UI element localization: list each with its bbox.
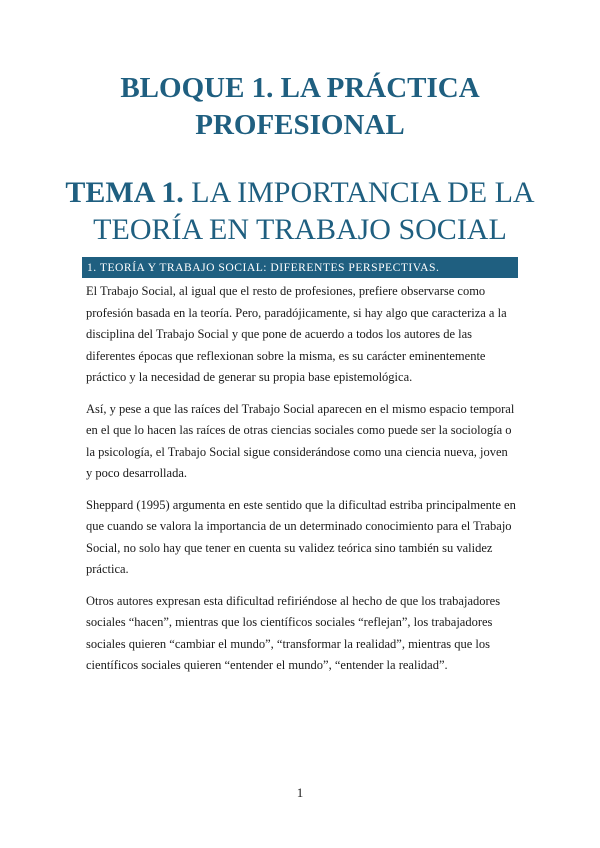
block-title — [0, 70, 600, 144]
paragraph: Así, y pese a que las raíces del Trabajo Social aparecen en el mismo espacio temporal en el que lo hacen las raíces de otras ciencias sociales como puede ser la sociología o la psicología, el Trabajo Social sigue considerándose como una ciencia nueva, joven y poco desarrollada. — [86, 401, 515, 480]
tema-title-line1 — [0, 174, 600, 211]
tema-title-line2: TEORÍA EN TRABAJO SOCIAL — [93, 213, 507, 246]
tema-title — [0, 174, 600, 248]
section-heading: 1. TEORÍA Y TRABAJO SOCIAL: DIFERENTES PERSPECTIVAS. — [82, 257, 518, 278]
tema-title-rest: LA IMPORTANCIA DE LA — [183, 176, 535, 209]
tema-label: TEMA 1. — [65, 176, 184, 209]
block-title-line1: BLOQUE 1. LA PRÁCTICA — [120, 72, 480, 104]
paragraph: El Trabajo Social, al igual que el resto de profesiones, prefiere observarse como profesión basada en la teoría. Pero, paradójicamente, si hay algo que caracteriza a la disciplina del Trabajo Social y que pone de acuerdo a todos los autores de las diferentes épocas que reflexionan sobre la misma, es su carácter eminentemente práctico y la necesidad de generar su propia base epistemológica. — [86, 284, 507, 384]
block-title-line2: PROFESIONAL — [195, 109, 405, 141]
body-text — [86, 281, 516, 687]
paragraph: Sheppard (1995) argumenta en este sentido que la dificultad estriba principalmente en que cuando se valora la importancia de un determinado conocimiento para el Trabajo Social, no solo hay que tener en cuenta su validez teórica sino también su validez práctica. — [86, 497, 516, 576]
paragraph: Otros autores expresan esta dificultad refiriéndose al hecho de que los trabajadores sociales “hacen”, mientras que los científicos sociales “reflejan”, los trabajadores sociales quieren “cambiar el mundo”, “transformar la realidad”, mientras que los científicos sociales quieren “entender el mundo”, “entender la realidad”. — [86, 593, 501, 672]
page-number: 1 — [296, 785, 304, 800]
